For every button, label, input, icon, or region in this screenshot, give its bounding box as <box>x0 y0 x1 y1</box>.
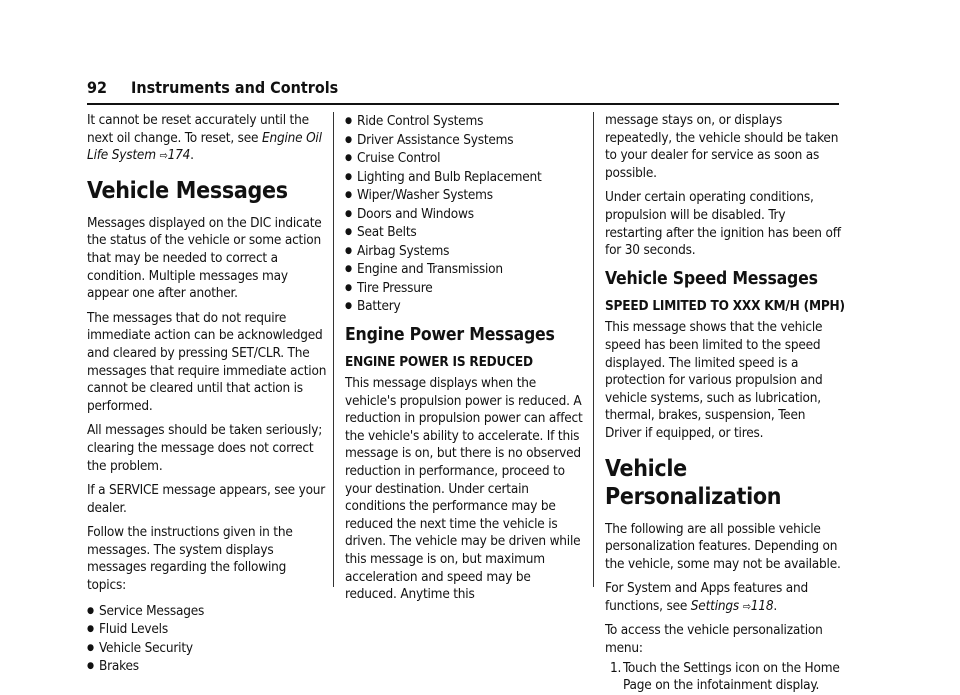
propulsion-paragraph: Under certain operating conditions, propulsion will be disabled. Try restarting after the ignition has been off for 30 seconds. <box>605 189 841 259</box>
settings-paragraph: For System and Apps features and functions, see Settings ⇨118. <box>605 580 809 614</box>
list-item: ● Engine and Transmission <box>345 260 583 279</box>
page-header <box>87 78 839 106</box>
list-item: ● Doors and Windows <box>345 205 583 224</box>
messages-paragraph-4: If a SERVICE message appears, see your dealer. <box>87 482 326 516</box>
engine-power-reduced-heading: ENGINE POWER IS REDUCED <box>345 353 533 370</box>
step-number: 1. <box>610 659 622 676</box>
list-item: ● Brakes <box>87 657 327 676</box>
list-item: ● Cruise Control <box>345 149 583 168</box>
column-divider-2 <box>593 112 594 587</box>
column-3 <box>605 112 845 695</box>
speed-paragraph: This message shows that the vehicle speed has been limited to the speed displayed. The limited speed is a protection for various propulsion and vehicle systems, such as lubrication, thermal, brakes, suspension, Teen Driver if equipped, or tires. <box>605 319 823 441</box>
settings-link[interactable]: Settings <box>690 597 740 614</box>
messages-paragraph-2: The messages that do not require immediate action can be acknowledged and cleared by pressing SET/CLR. The messages that require immediate action cannot be cleared until that action is performed. <box>87 309 327 414</box>
list-item: ● Lighting and Bulb Replacement <box>345 168 583 187</box>
list-item: ● Airbag Systems <box>345 242 583 261</box>
topics-list-2 <box>345 112 583 316</box>
list-item: ● Wiper/Washer Systems <box>345 186 583 205</box>
settings-page-ref[interactable]: 118 <box>750 597 774 614</box>
list-item: ● Vehicle Security <box>87 639 327 658</box>
engine-power-paragraph: This message displays when the vehicle's propulsion power is reduced. A reduction in propulsion power can affect the vehicle's ability to accelerate. If this message is on, but there is no observed reduction in performance, proceed to your destination. Under certain conditions the performance may be reduced the next time the vehicle is driven. The vehicle may be driven while this message is on, but maximum acceleration and speed may be reduced. Anytime this <box>345 375 583 603</box>
steps-list <box>605 660 845 695</box>
step-item <box>605 660 845 695</box>
messages-paragraph-5: Follow the instructions given in the messages. The system displays messages regarding the following topics: <box>87 524 293 594</box>
messages-paragraph-3: All messages should be taken seriously; clearing the message does not correct the problem. <box>87 422 323 474</box>
list-item: ● Seat Belts <box>345 223 583 242</box>
personalization-paragraph: The following are all possible vehicle personalization features. Depending on the vehicle, some may not be available. <box>605 520 841 572</box>
vehicle-messages-heading: Vehicle Messages <box>87 177 288 204</box>
list-item: ● Ride Control Systems <box>345 112 583 131</box>
page-number: 92 <box>87 78 108 97</box>
engine-oil-life-link[interactable]: Engine Oil Life System <box>87 129 322 164</box>
section-title: Instruments and Controls <box>131 78 339 97</box>
engine-oil-life-page-ref[interactable]: 174 <box>167 147 191 164</box>
page-ref-arrow-icon: ⇨ <box>742 599 751 613</box>
vehicle-speed-heading: Vehicle Speed Messages <box>605 268 818 289</box>
topics-list-1 <box>87 602 327 676</box>
vehicle-personalization-heading: Vehicle Personalization <box>605 455 782 510</box>
engine-power-heading: Engine Power Messages <box>345 324 555 345</box>
access-paragraph: To access the vehicle personalization menu: <box>605 622 823 657</box>
column-1 <box>87 112 327 684</box>
messages-paragraph-1: Messages displayed on the DIC indicate the status of the vehicle or some action that may be needed to correct a condition. Multiple messages may appear one after another. <box>87 214 322 302</box>
list-item: ● Driver Assistance Systems <box>345 131 583 150</box>
settings-text: For System and Apps features and functions, see <box>605 580 809 614</box>
page-ref-arrow-icon: ⇨ <box>159 149 168 163</box>
column-2 <box>345 112 583 611</box>
list-item: ● Battery <box>345 297 583 316</box>
step-text: Touch the Settings icon on the Home Page on the infotainment display. <box>623 659 840 694</box>
speed-limited-heading: SPEED LIMITED TO XXX KM/H (MPH) <box>605 297 845 314</box>
header-rule <box>87 103 839 105</box>
list-item: ● Tire Pressure <box>345 279 583 298</box>
column-divider-1 <box>333 112 334 587</box>
continuation-paragraph: message stays on, or displays repeatedly, the vehicle should be taken to your dealer for service as soon as possible. <box>605 112 839 181</box>
list-item: ● Service Messages <box>87 602 327 621</box>
intro-paragraph: It cannot be reset accurately until the next oil change. To reset, see Engine Oil Life System ⇨174. <box>87 112 322 164</box>
list-item: ● Fluid Levels <box>87 620 327 639</box>
intro-text: It cannot be reset accurately until the next oil change. To reset, see <box>87 112 309 146</box>
